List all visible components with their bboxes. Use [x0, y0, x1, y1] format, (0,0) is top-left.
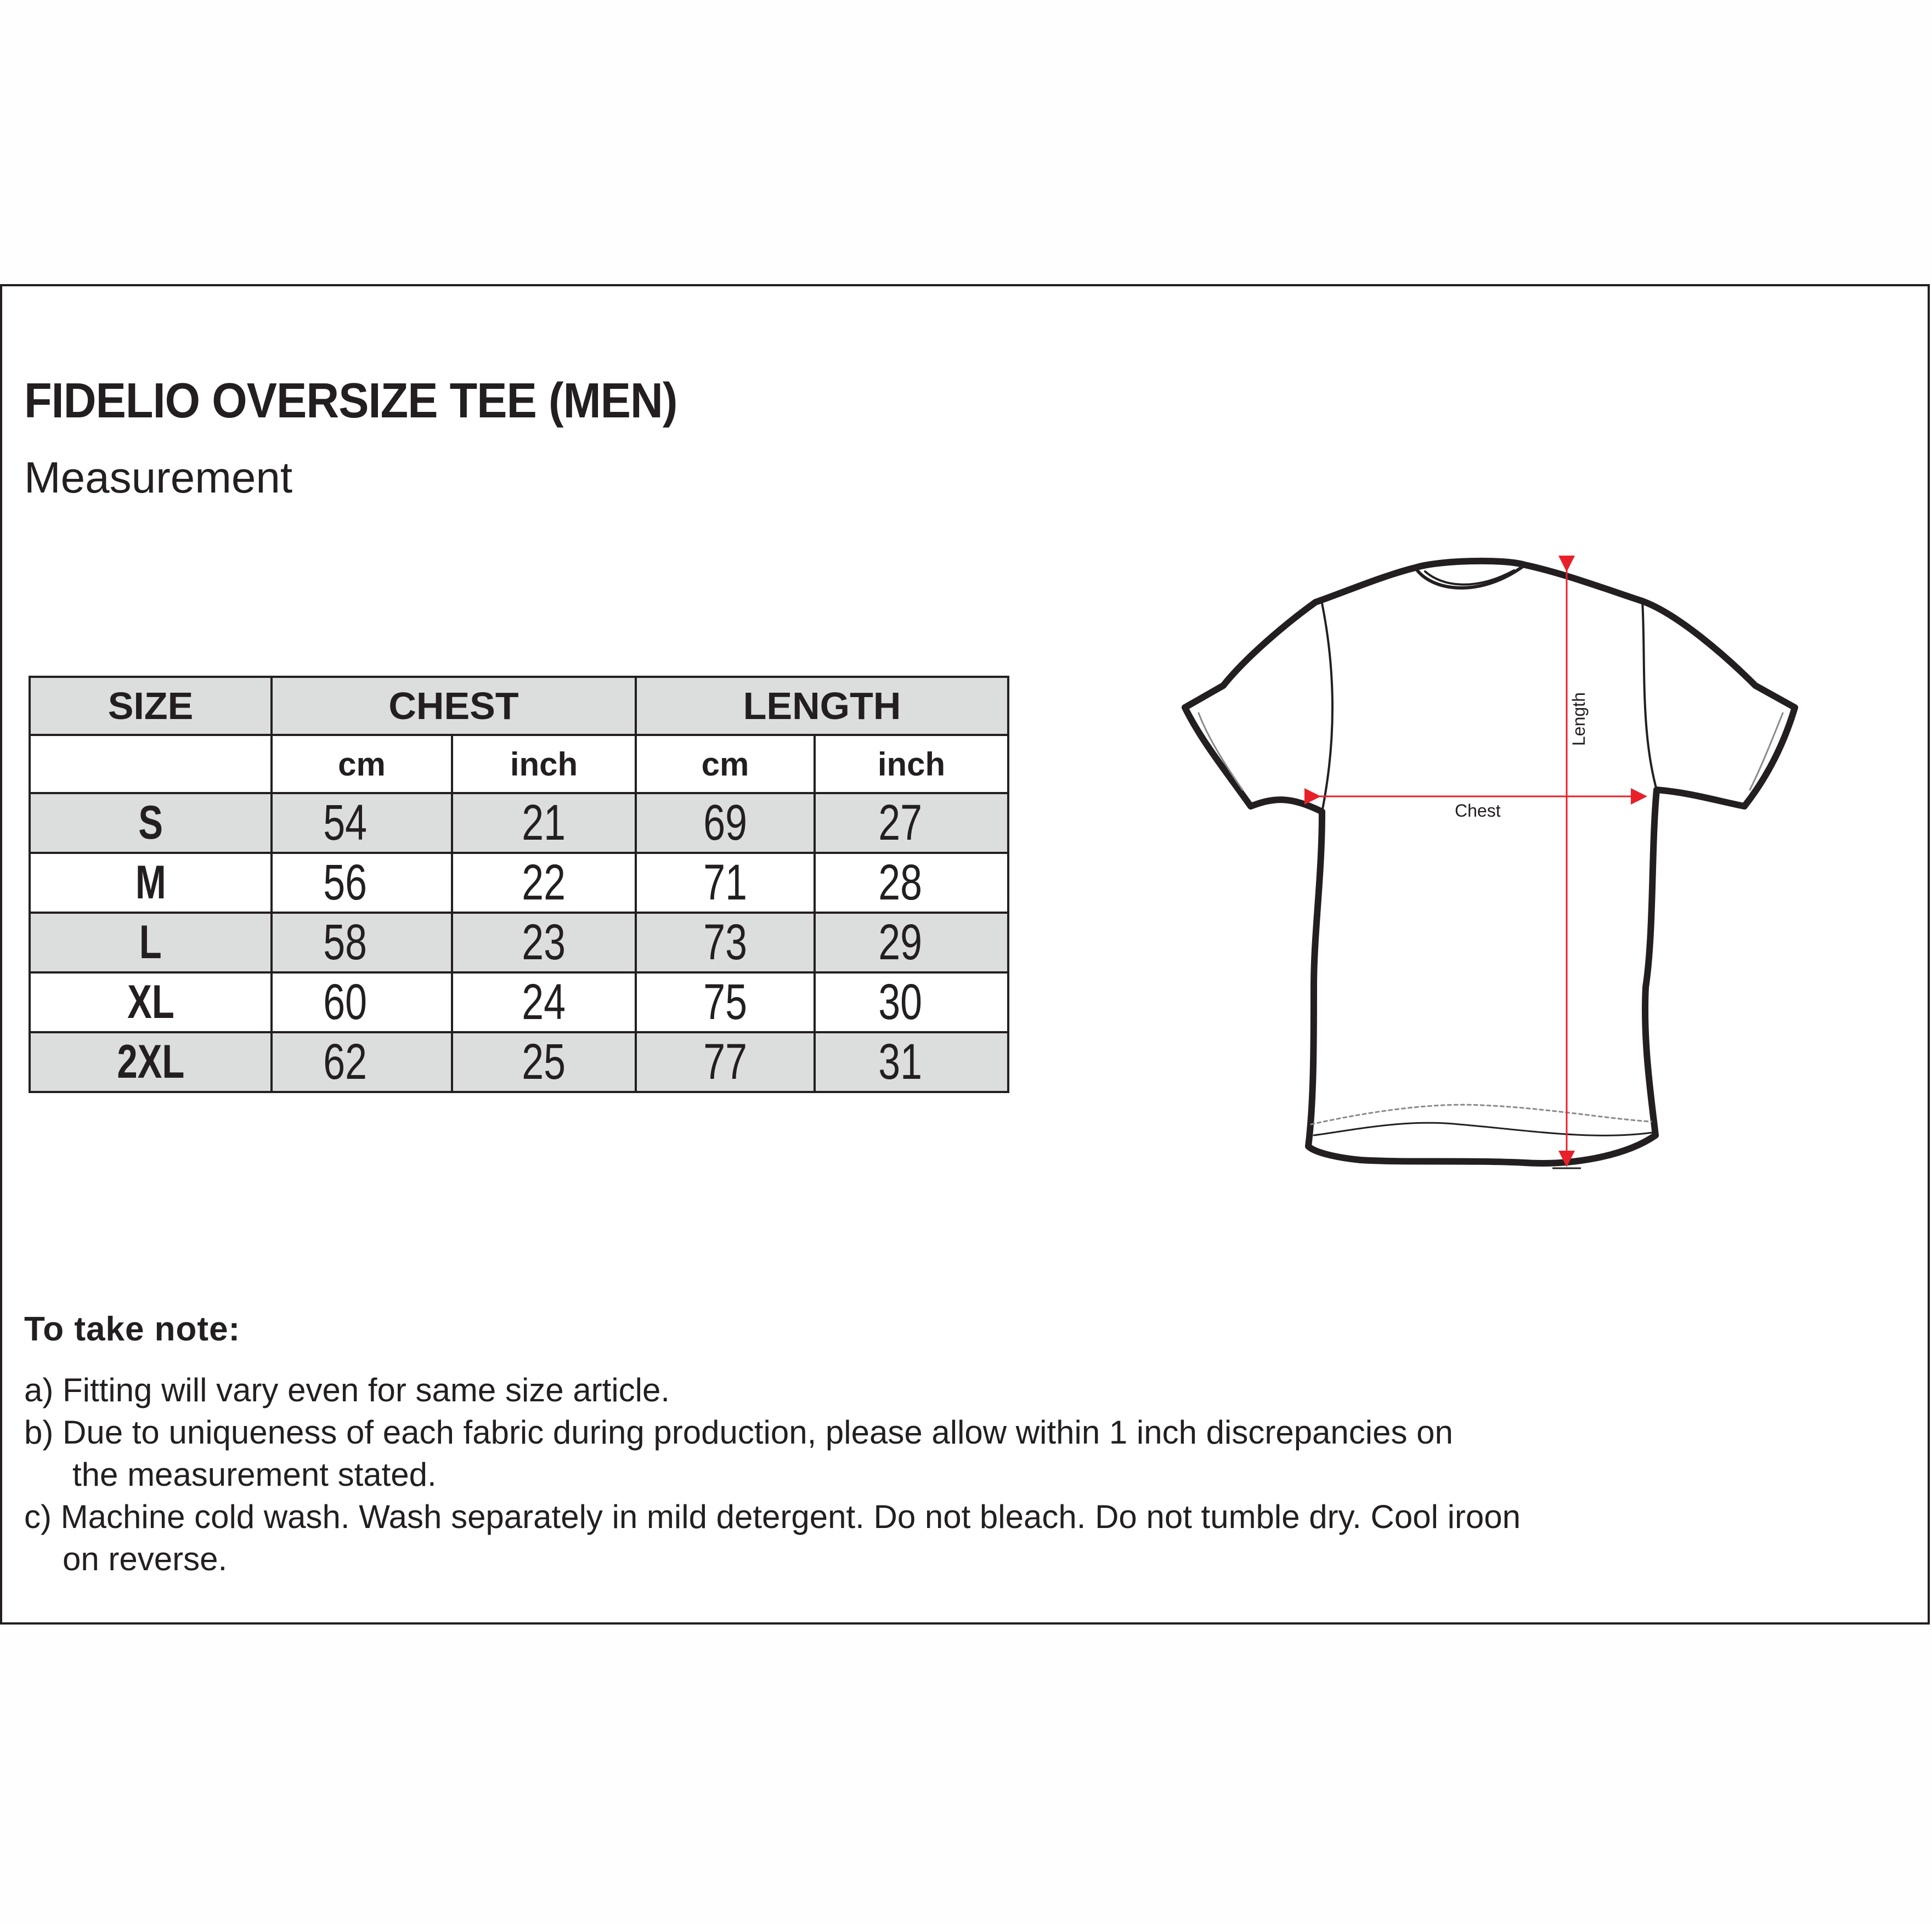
chest-cm-cell: 56 [272, 853, 452, 913]
units-blank-cell [30, 735, 272, 793]
length-cm-unit: cm [636, 735, 815, 793]
table-row [30, 1032, 1008, 1092]
note-c-line2: on reverse. [63, 1541, 228, 1577]
size-cell: M [30, 853, 272, 913]
chest-inch-cell: 22 [452, 853, 636, 913]
table-units-row [30, 735, 1008, 793]
note-a: a) Fitting will vary even for same size article. [24, 1372, 670, 1408]
length-cm-cell: 75 [636, 972, 815, 1032]
length-cm-cell: 71 [636, 853, 815, 913]
measurement-subtitle: Measurement [24, 453, 293, 502]
notes-list [24, 1369, 1670, 1580]
size-table [29, 676, 1009, 1093]
tshirt-measurement-diagram [1174, 548, 1799, 1185]
measurement-arrows [1319, 570, 1646, 1168]
size-cell: XL [30, 972, 272, 1032]
length-cm-cell: 69 [636, 793, 815, 853]
chest-cm-unit: cm [272, 735, 452, 793]
product-title: FIDELIO OVERSIZE TEE (MEN) [24, 374, 677, 428]
length-inch-unit: inch [815, 735, 1008, 793]
chest-cm-cell: 58 [272, 913, 452, 972]
length-inch-cell: 29 [815, 913, 1008, 972]
notes-heading: To take note: [24, 1310, 241, 1348]
size-header: SIZE [30, 677, 272, 735]
chest-inch-cell: 25 [452, 1032, 636, 1092]
size-cell: 2XL [30, 1032, 272, 1092]
note-b-line2: the measurement stated. [72, 1456, 437, 1493]
tshirt-outline [1185, 561, 1795, 1163]
table-row [30, 853, 1008, 913]
length-label: Length [1569, 692, 1589, 746]
table-row [30, 913, 1008, 972]
length-header: LENGTH [636, 677, 1008, 735]
chest-cm-cell: 54 [272, 793, 452, 853]
size-cell: L [30, 913, 272, 972]
chest-inch-cell: 21 [452, 793, 636, 853]
chest-label: Chest [1455, 801, 1501, 820]
length-inch-cell: 30 [815, 972, 1008, 1032]
table-header-row [30, 677, 1008, 735]
table-row [30, 972, 1008, 1032]
chest-header: CHEST [272, 677, 636, 735]
length-cm-cell: 73 [636, 913, 815, 972]
note-b-line1: b) Due to uniqueness of each fabric during production, please allow within 1 inch discrepancies on [24, 1414, 1453, 1451]
length-inch-cell: 31 [815, 1032, 1008, 1092]
table-row [30, 793, 1008, 853]
length-inch-cell: 27 [815, 793, 1008, 853]
chest-cm-cell: 62 [272, 1032, 452, 1092]
note-c-line1: c) Machine cold wash. Wash separately in mild detergent. Do not bleach. Do not tumble dry. Cool iroon [24, 1498, 1521, 1535]
chest-inch-unit: inch [452, 735, 636, 793]
size-cell: S [30, 793, 272, 853]
length-inch-cell: 28 [815, 853, 1008, 913]
chest-cm-cell: 60 [272, 972, 452, 1032]
chest-inch-cell: 23 [452, 913, 636, 972]
length-cm-cell: 77 [636, 1032, 815, 1092]
chest-inch-cell: 24 [452, 972, 636, 1032]
